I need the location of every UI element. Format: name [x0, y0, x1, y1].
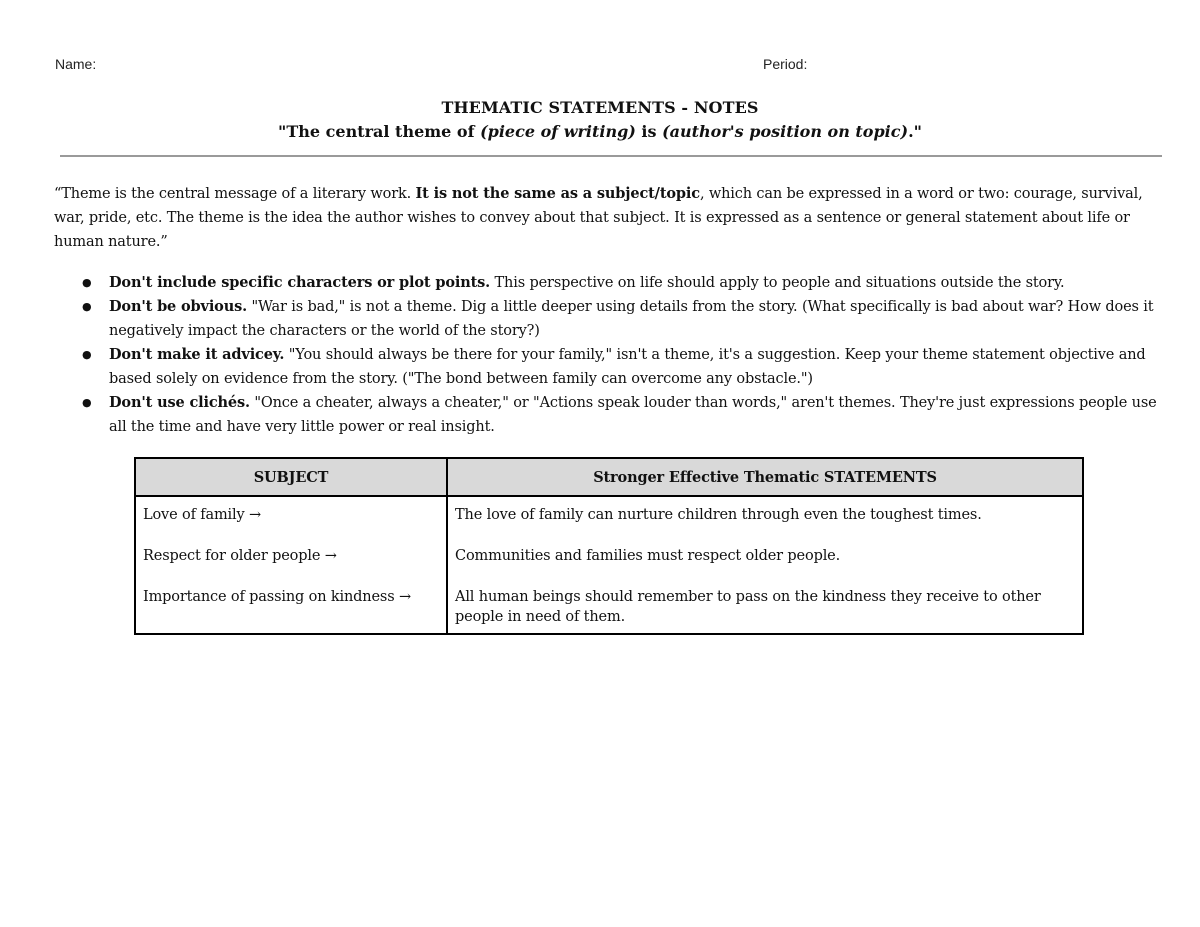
tip-text: "You should always be there for your family," isn't a theme, it's a suggestion. Keep your theme statement objective and based solely on evidence from the story. ("The bond between family can overcome any obstacle.") [109, 347, 1146, 387]
formula-close: ." [908, 122, 922, 141]
horizontal-divider [60, 155, 1162, 157]
subject-item: Importance of passing on kindness → [143, 589, 411, 605]
formula-open: "The central theme of [278, 122, 481, 141]
formula-mid: is [635, 122, 663, 141]
column-header-statements: Stronger Effective Thematic STATEMENTS [447, 458, 1083, 496]
tip-bold: Don't make it advicey. [109, 346, 285, 363]
statement-item: All human beings should remember to pass on the kindness they receive to other people in need of them. [455, 589, 1041, 625]
tip-bold: Don't use clichés. [109, 394, 250, 411]
subjects-cell [135, 496, 447, 634]
bullet-icon: ● [82, 276, 92, 289]
table-header-row [135, 458, 1083, 496]
list-item [82, 295, 1164, 343]
name-label: Name: [55, 56, 97, 72]
column-header-subject: SUBJECT [135, 458, 447, 496]
bullet-icon: ● [82, 348, 92, 361]
period-label: Period: [763, 56, 808, 72]
tip-bold: Don't be obvious. [109, 298, 248, 315]
statement-item: The love of family can nurture children through even the toughest times. [455, 507, 982, 523]
subject-item: Respect for older people → [143, 548, 337, 564]
quote-bold: It is not the same as a subject/topic [415, 185, 700, 202]
bullet-icon: ● [82, 396, 92, 409]
list-item [82, 391, 1164, 439]
theme-formula [0, 122, 1200, 141]
theme-definition-quote [54, 182, 1159, 254]
formula-piece: (piece of writing) [480, 122, 636, 141]
tip-bold: Don't include specific characters or plot points. [109, 274, 491, 291]
tip-text: "Once a cheater, always a cheater," or "Actions speak louder than words," aren't themes. They're just expressions people use all the time and have very little power or real insight. [109, 395, 1157, 435]
bullet-icon: ● [82, 300, 92, 313]
tip-text: This perspective on life should apply to people and situations outside the story. [490, 275, 1065, 291]
statement-item: Communities and families must respect older people. [455, 548, 841, 564]
page-title: THEMATIC STATEMENTS - NOTES [441, 98, 759, 117]
statements-cell [447, 496, 1083, 634]
quote-part2: , which can be expressed in a word or two: courage, survival, war, pride, etc. The theme is the idea the author wishes to convey about that subject. It is expressed as a sentence or general statement about life or human nature.” [54, 186, 1143, 250]
tips-list [82, 271, 1164, 439]
table-row [135, 496, 1083, 634]
formula-position: (author's position on topic) [662, 122, 909, 141]
list-item [82, 271, 1164, 295]
thematic-statements-table [134, 457, 1084, 635]
subject-item: Love of family → [143, 507, 262, 523]
quote-part1: “Theme is the central message of a literary work. [54, 186, 416, 202]
tip-text: "War is bad," is not a theme. Dig a little deeper using details from the story. (What specifically is bad about war? How does it negatively impact the characters or the world of the story?) [109, 299, 1154, 339]
list-item [82, 343, 1164, 391]
